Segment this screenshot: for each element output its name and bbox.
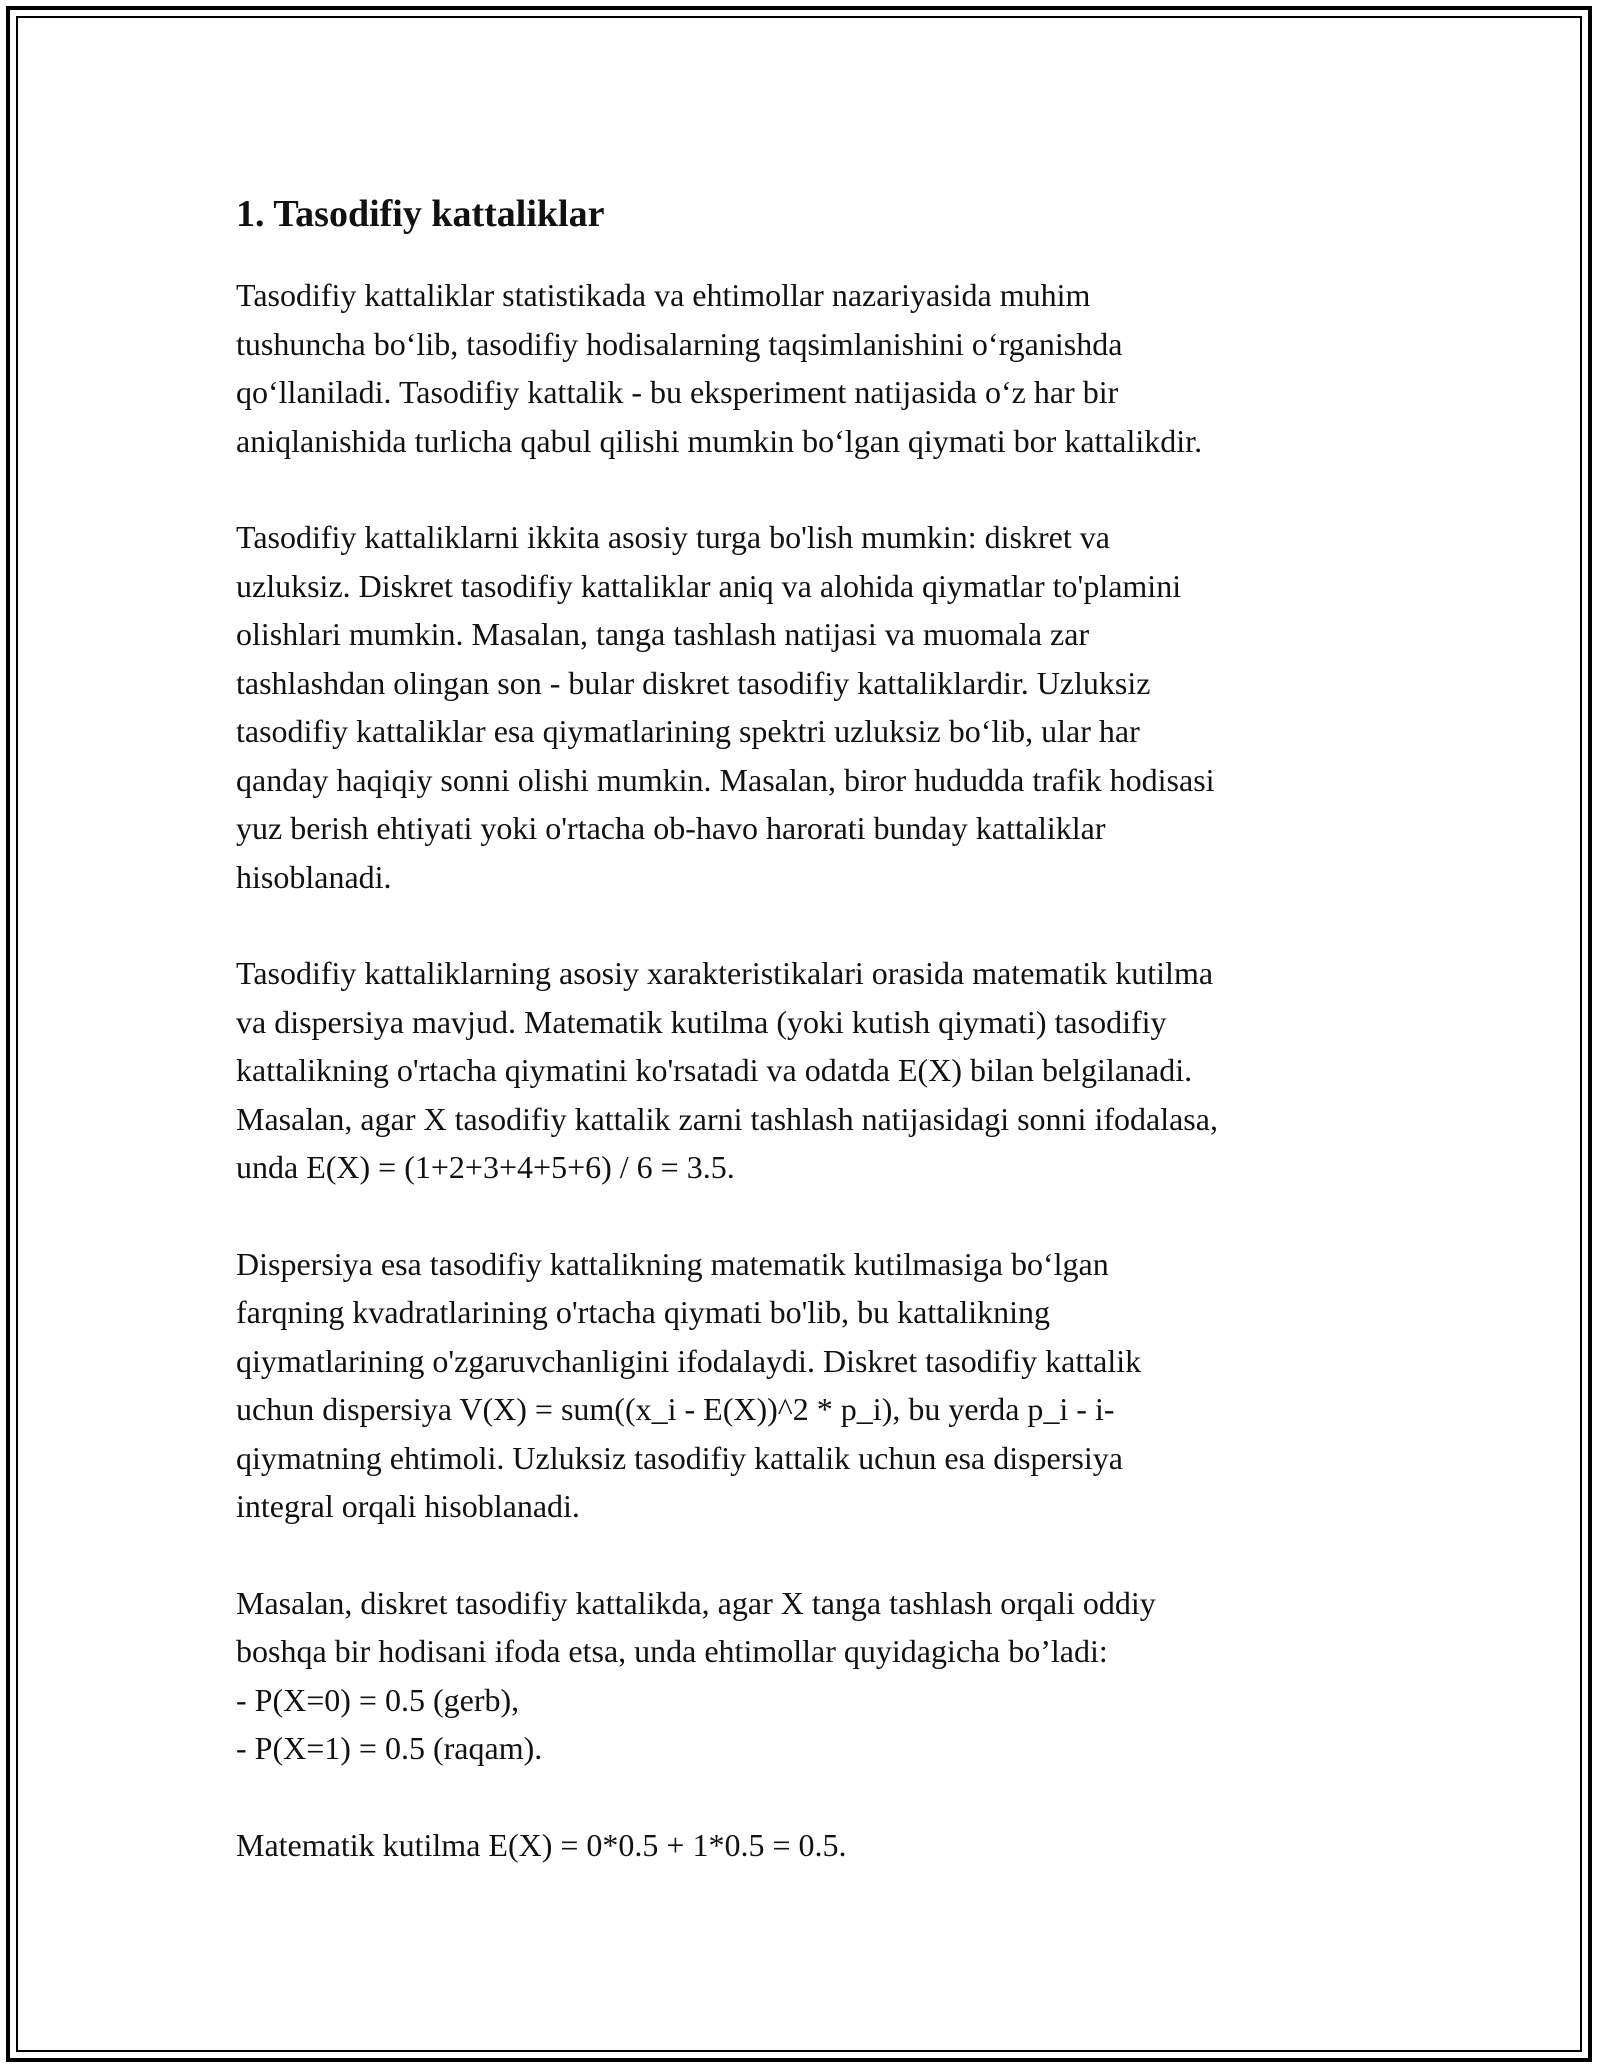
- section-heading: 1. Tasodifiy kattaliklar: [236, 193, 605, 235]
- paragraph-variance: Dispersiya esa tasodifiy kattalikning matematik kutilmasiga bo‘lgan farqning kvadratlarining o'rtacha qiymati bo'lib, bu kattalikning qiymatlarining o'zgaruvchanligini ifodalaydi. Diskret tasodifiy kattalik uchun dispersiya V(X) = sum((x_i - E(X))^2 * p_i), bu yerda p_i - i- qiymatning ehtimoli. Uzluksiz tasodifiy kattalik uchun esa dispersiya integral orqali hisoblanadi.: [236, 1245, 1142, 1524]
- paragraph-result: Matematik kutilma E(X) = 0*0.5 + 1*0.5 = 0.5.: [236, 1826, 847, 1863]
- document-body: [236, 188, 1381, 1917]
- paragraph-expectation: Tasodifiy kattaliklarning asosiy xarakteristikalari orasida matematik kutilma va dispersiya mavjud. Matematik kutilma (yoki kutish qiymati) tasodifiy kattalikning o'rtacha qiymatini ko'rsatadi va odatda E(X) bilan belgilanadi. Masalan, agar X tasodifiy kattalik zarni tashlash natijasidagi sonni ifodalasa, unda E(X) = (1+2+3+4+5+6) / 6 = 3.5.: [236, 955, 1218, 1185]
- paragraph-example: Masalan, diskret tasodifiy kattalikda, agar X tanga tashlash orqali oddiy boshqa bir hodisani ifoda etsa, unda ehtimollar quyidagicha bo’ladi: - P(X=0) = 0.5 (gerb), - P(X=1) = 0.5 (raqam).: [236, 1584, 1156, 1766]
- paragraph-types: Tasodifiy kattaliklarni ikkita asosiy turga bo'lish mumkin: diskret va uzluksiz. Diskret tasodifiy kattaliklar aniq va alohida qiymatlar to'plamini olishlari mumkin. Masalan, tanga tashlash natijasi va muomala zar tashlashdan olingan son - bular diskret tasodifiy kattaliklardir. Uzluksiz tasodifiy kattaliklar esa qiymatlarining spektri uzluksiz bo‘lib, ular har qanday haqiqiy sonni olishi mumkin. Masalan, biror hududda trafik hodisasi yuz berish ehtiyati yoki o'rtacha ob-havo harorati bunday kattaliklar hisoblanadi.: [236, 519, 1215, 895]
- paragraph-definition: Tasodifiy kattaliklar statistikada va ehtimollar nazariyasida muhim tushuncha bo‘lib, tasodifiy hodisalarning taqsimlanishini o‘rganishda qo‘llaniladi. Tasodifiy kattalik - bu eksperiment natijasida o‘z har bir aniqlanishida turlicha qabul qilishi mumkin bo‘lgan qiymati bor kattalikdir.: [236, 277, 1203, 459]
